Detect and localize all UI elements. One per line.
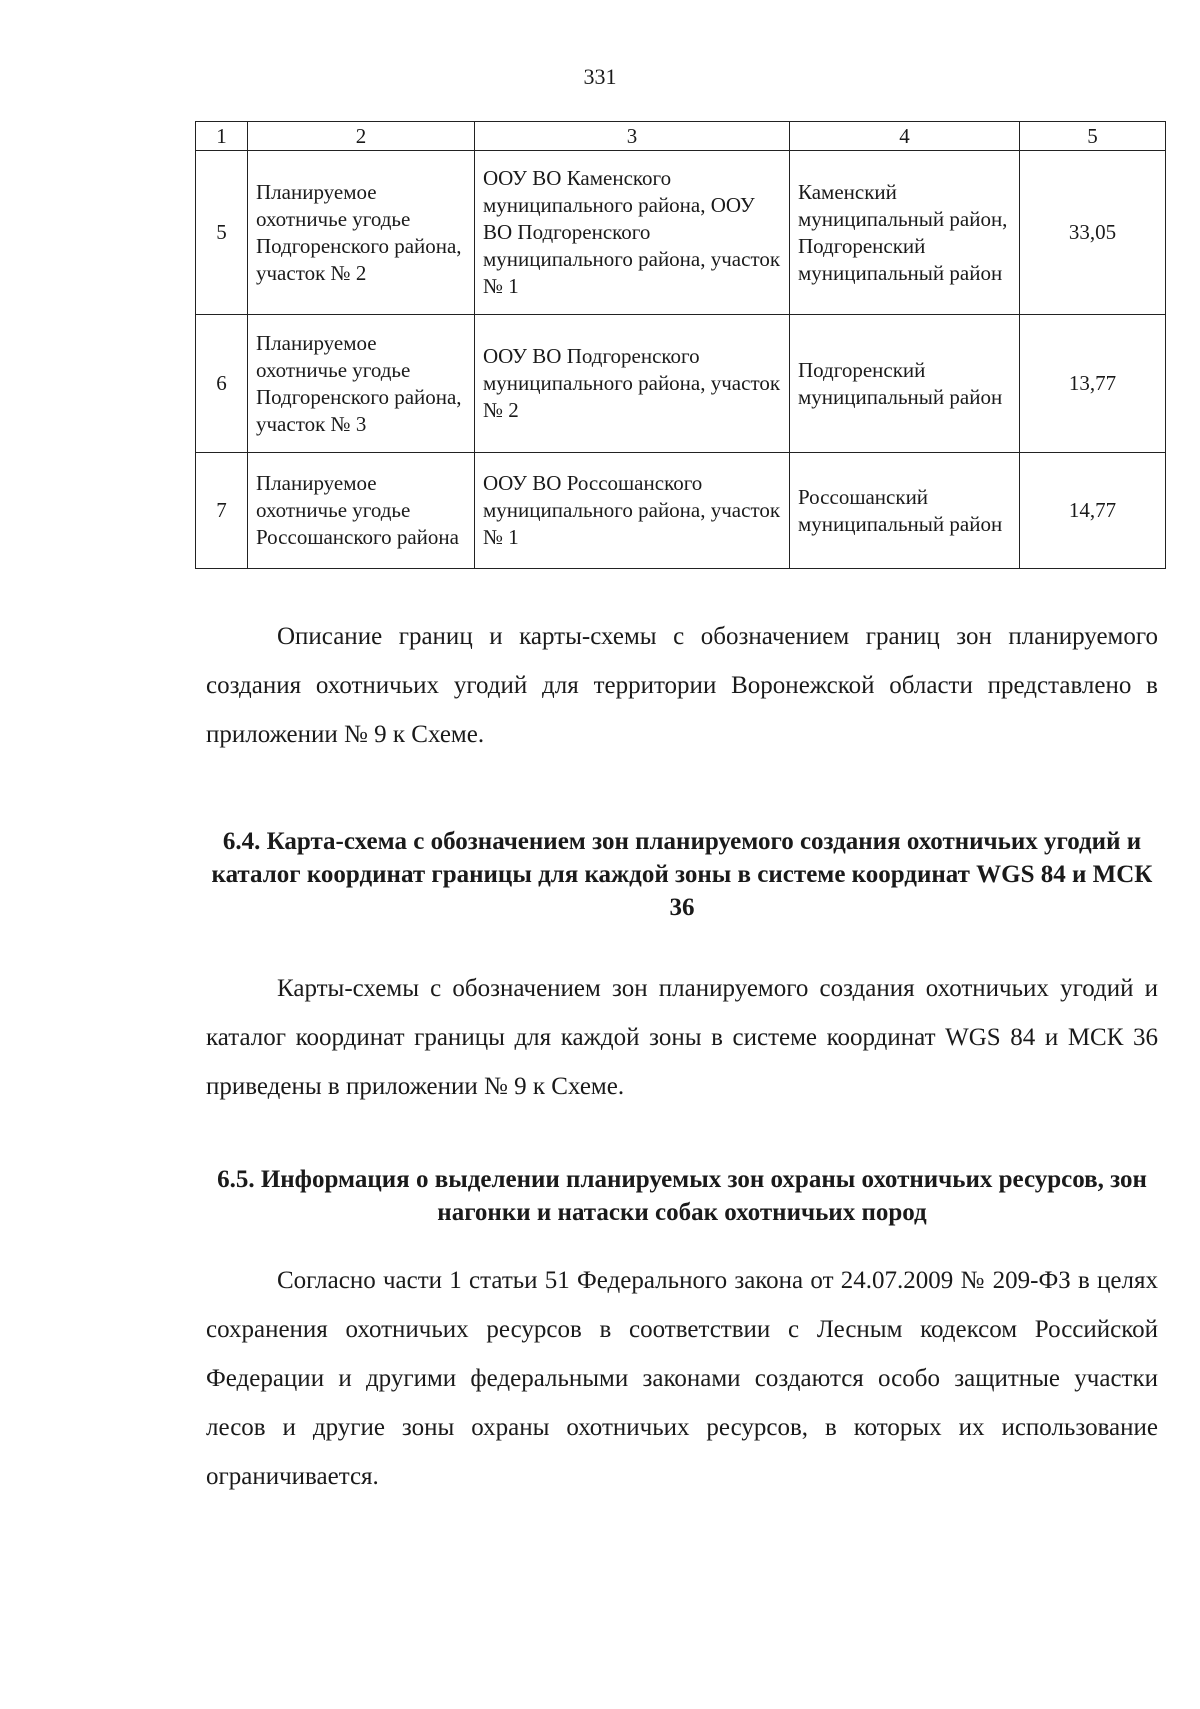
section-6-5-heading: 6.5. Информация о выделении планируемых зон охраны охотничьих ресурсов, зон нагонки и натаски собак охотничьих пород [217,1166,1147,1226]
section-6-4-heading: 6.4. Карта-схема с обозначением зон планируемого создания охотничьих угодий и каталог координат границы для каждой зоны в системе координат WGS 84 и МСК 36 [211,828,1153,921]
section-6-4-paragraph [206,964,1158,1111]
row-number: 6 [196,315,248,453]
district: Каменский муниципальный район, Подгоренский муниципальный район [790,151,1020,315]
ground-name: Планируемое охотничье угодье Подгоренского района, участок № 3 [248,315,475,453]
row-number: 5 [196,151,248,315]
row-number: 7 [196,453,248,569]
column-header-2: 2 [248,122,475,151]
paragraph-text: Описание границ и карты-схемы с обозначением границ зон планируемого создания охотничьих угодий для территории Воронежской области представлено в приложении № 9 к Схеме. [206,623,1158,748]
source-grounds: ООУ ВО Подгоренского муниципального района, участок № 2 [475,315,790,453]
section-6-5-paragraph [206,1256,1158,1501]
table-row [196,315,1166,453]
source-grounds: ООУ ВО Каменского муниципального района, ООУ ВО Подгоренского муниципального района, участок № 1 [475,151,790,315]
column-header-3: 3 [475,122,790,151]
ground-name: Планируемое охотничье угодье Подгоренского района, участок № 2 [248,151,475,315]
page-number: 331 [583,64,617,89]
table-row [196,151,1166,315]
district: Россошанский муниципальный район [790,453,1020,569]
area-value: 33,05 [1020,151,1166,315]
column-header-5: 5 [1020,122,1166,151]
area-value: 14,77 [1020,453,1166,569]
table-header-row [196,122,1166,151]
hunting-grounds-table [195,121,1166,569]
paragraph-boundaries-description [206,612,1158,759]
column-header-1: 1 [196,122,248,151]
table-row [196,453,1166,569]
source-grounds: ООУ ВО Россошанского муниципального района, участок № 1 [475,453,790,569]
paragraph-text: Карты-схемы с обозначением зон планируемого создания охотничьих угодий и каталог координат границы для каждой зоны в системе координат WGS 84 и МСК 36 приведены в приложении № 9 к Схеме. [206,975,1158,1100]
paragraph-text: Согласно части 1 статьи 51 Федерального закона от 24.07.2009 № 209-ФЗ в целях сохранения охотничьих ресурсов в соответствии с Лесным кодексом Российской Федерации и другими федеральными законами создаются особо защитные участки лесов и другие зоны охраны охотничьих ресурсов, в которых их использование ограничивается. [206,1267,1158,1490]
ground-name: Планируемое охотничье угодье Россошанского района [248,453,475,569]
column-header-4: 4 [790,122,1020,151]
area-value: 13,77 [1020,315,1166,453]
district: Подгоренский муниципальный район [790,315,1020,453]
